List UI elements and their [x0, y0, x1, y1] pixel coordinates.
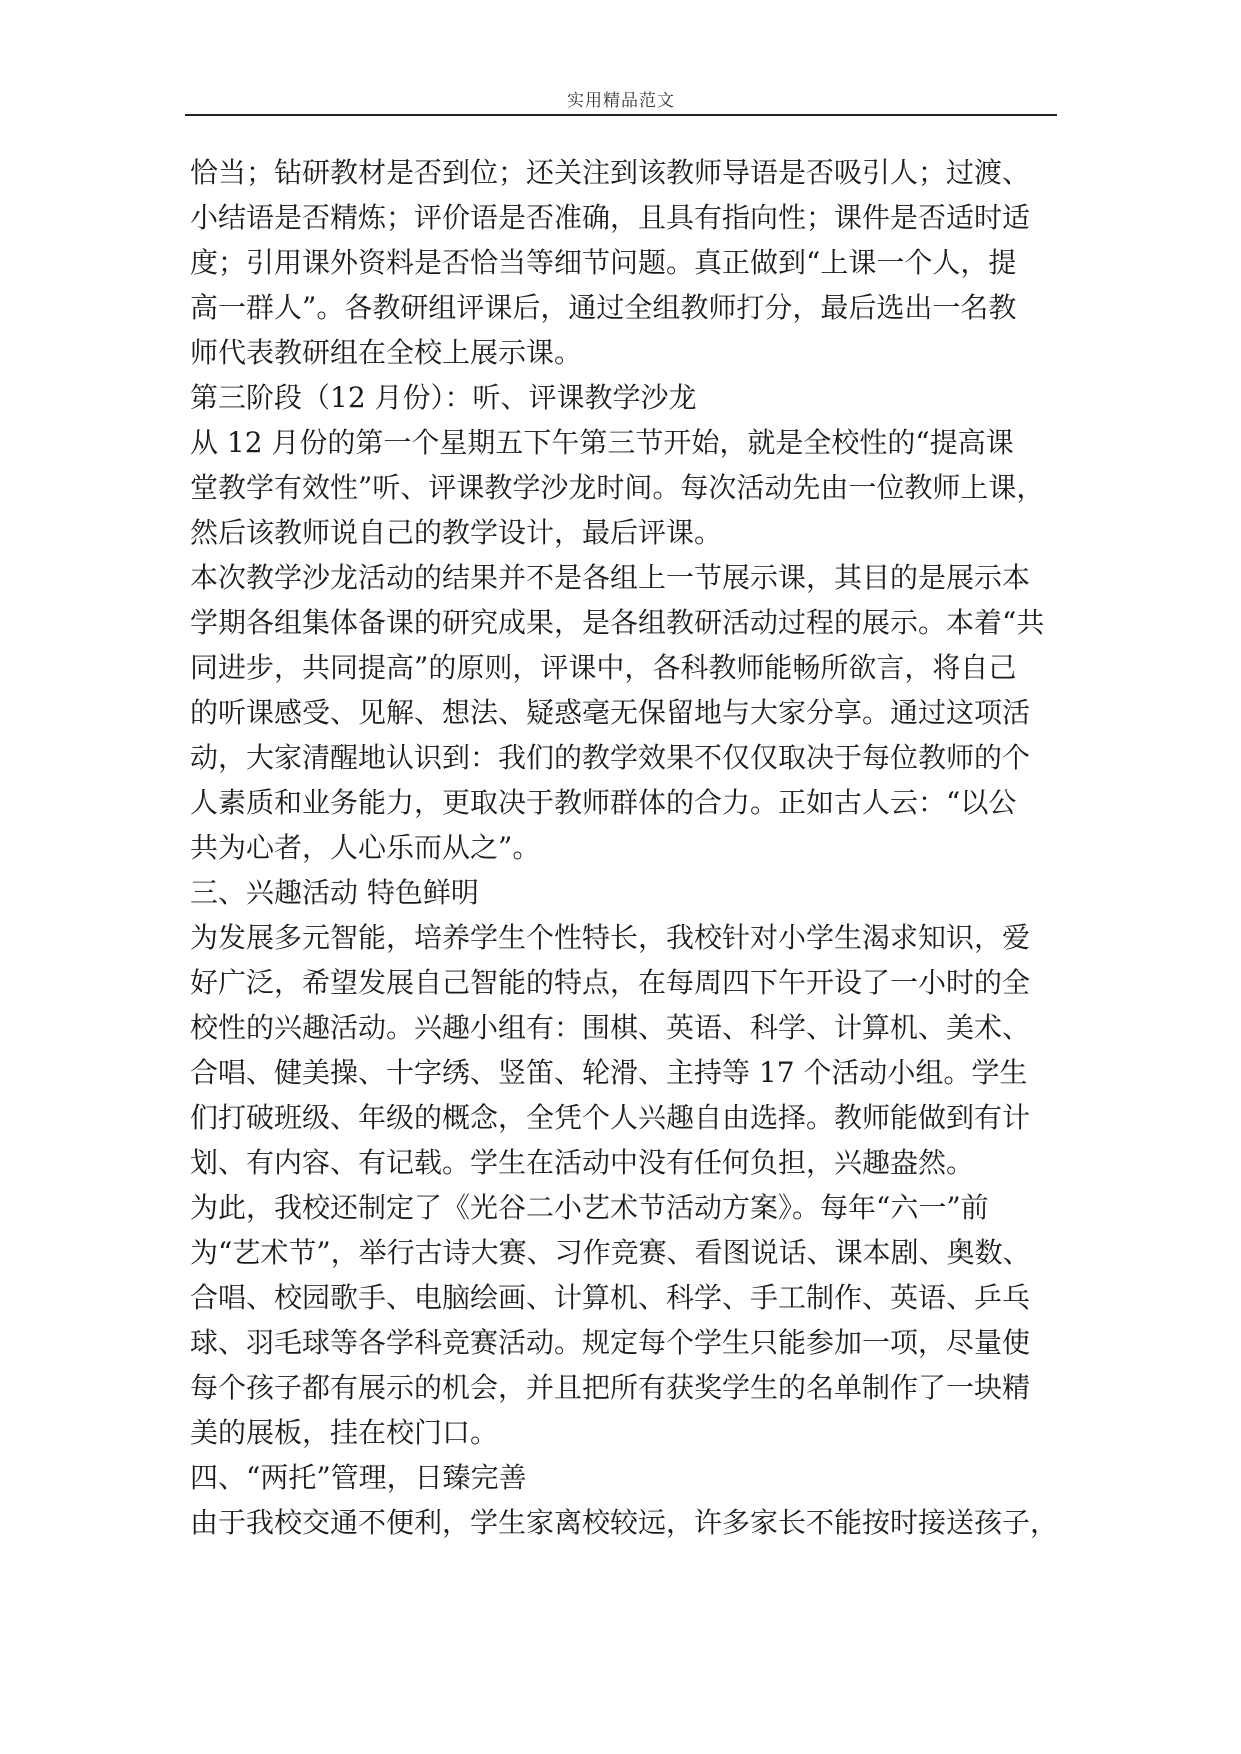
text-line: 小结语是否精炼；评价语是否准确，且具有指向性；课件是否适时适 [190, 201, 1031, 234]
text-line: 美的展板，挂在校门口。 [190, 1416, 499, 1449]
text-line: 堂教学有效性”听、评课教学沙龙时间。每次活动先由一位教师上课， [190, 471, 1045, 504]
section-heading: 四、“两托”管理，日臻完善 [190, 1461, 527, 1494]
text-line: 好广泛，希望发展自己智能的特点，在每周四下午开设了一小时的全 [190, 966, 1031, 999]
text-line: 同进步，共同提高”的原则，评课中，各科教师能畅所欲言，将自己 [190, 651, 1017, 684]
text-line: 高一群人”。各教研组评课后，通过全组教师打分，最后选出一名教 [190, 291, 1017, 324]
page-header-title: 实用精品范文 [567, 91, 675, 111]
text-line: 划、有内容、有记载。学生在活动中没有任何负担，兴趣盎然。 [190, 1146, 975, 1179]
text-line: 为“艺术节”，举行古诗大赛、习作竞赛、看图说话、课本剧、奥数、 [190, 1236, 1031, 1269]
text-line: 校性的兴趣活动。兴趣小组有：围棋、英语、科学、计算机、美术、 [190, 1011, 1031, 1044]
text-line: 由于我校交通不便利，学生家离校较远，许多家长不能按时接送孩子， [190, 1506, 1059, 1539]
text-line: 共为心者，人心乐而从之”。 [190, 831, 541, 864]
text-line: 师代表教研组在全校上展示课。 [190, 336, 583, 369]
text-line: 恰当；钻研教材是否到位；还关注到该教师导语是否吸引人；过渡、 [190, 156, 1031, 189]
text-line: 动，大家清醒地认识到：我们的教学效果不仅仅取决于每位教师的个 [190, 741, 1031, 774]
text-line: 每个孩子都有展示的机会，并且把所有获奖学生的名单制作了一块精 [190, 1371, 1031, 1404]
text-line: 学期各组集体备课的研究成果，是各组教研活动过程的展示。本着“共 [190, 606, 1045, 639]
text-line: 的听课感受、见解、想法、疑惑毫无保留地与大家分享。通过这项活 [190, 696, 1031, 729]
text-line: 然后该教师说自己的教学设计，最后评课。 [190, 516, 723, 549]
text-line: 本次教学沙龙活动的结果并不是各组上一节展示课，其目的是展示本 [190, 561, 1031, 594]
text-line: 度；引用课外资料是否恰当等细节问题。真正做到“上课一个人，提 [190, 246, 1017, 279]
text-line: 人素质和业务能力，更取决于教师群体的合力。正如古人云：“以公 [190, 786, 1017, 819]
text-line: 们打破班级、年级的概念，全凭个人兴趣自由选择。教师能做到有计 [190, 1101, 1031, 1134]
text-line: 合唱、校园歌手、电脑绘画、计算机、科学、手工制作、英语、乒乓 [190, 1281, 1031, 1314]
text-line: 从 12 月份的第一个星期五下午第三节开始，就是全校性的“提高课 [190, 426, 1014, 459]
header-divider [185, 114, 1057, 116]
text-line: 为此，我校还制定了《光谷二小艺术节活动方案》。每年“六一”前 [190, 1191, 989, 1224]
text-line: 球、羽毛球等各学科竞赛活动。规定每个学生只能参加一项，尽量使 [190, 1326, 1031, 1359]
text-line: 合唱、健美操、十字绣、竖笛、轮滑、主持等 17 个活动小组。学生 [190, 1056, 1028, 1089]
section-heading: 三、兴趣活动 特色鲜明 [190, 876, 479, 909]
section-heading: 第三阶段（12 月份）：听、评课教学沙龙 [190, 381, 697, 414]
document-body [190, 150, 1062, 1545]
text-line: 为发展多元智能，培养学生个性特长，我校针对小学生渴求知识，爱 [190, 921, 1031, 954]
